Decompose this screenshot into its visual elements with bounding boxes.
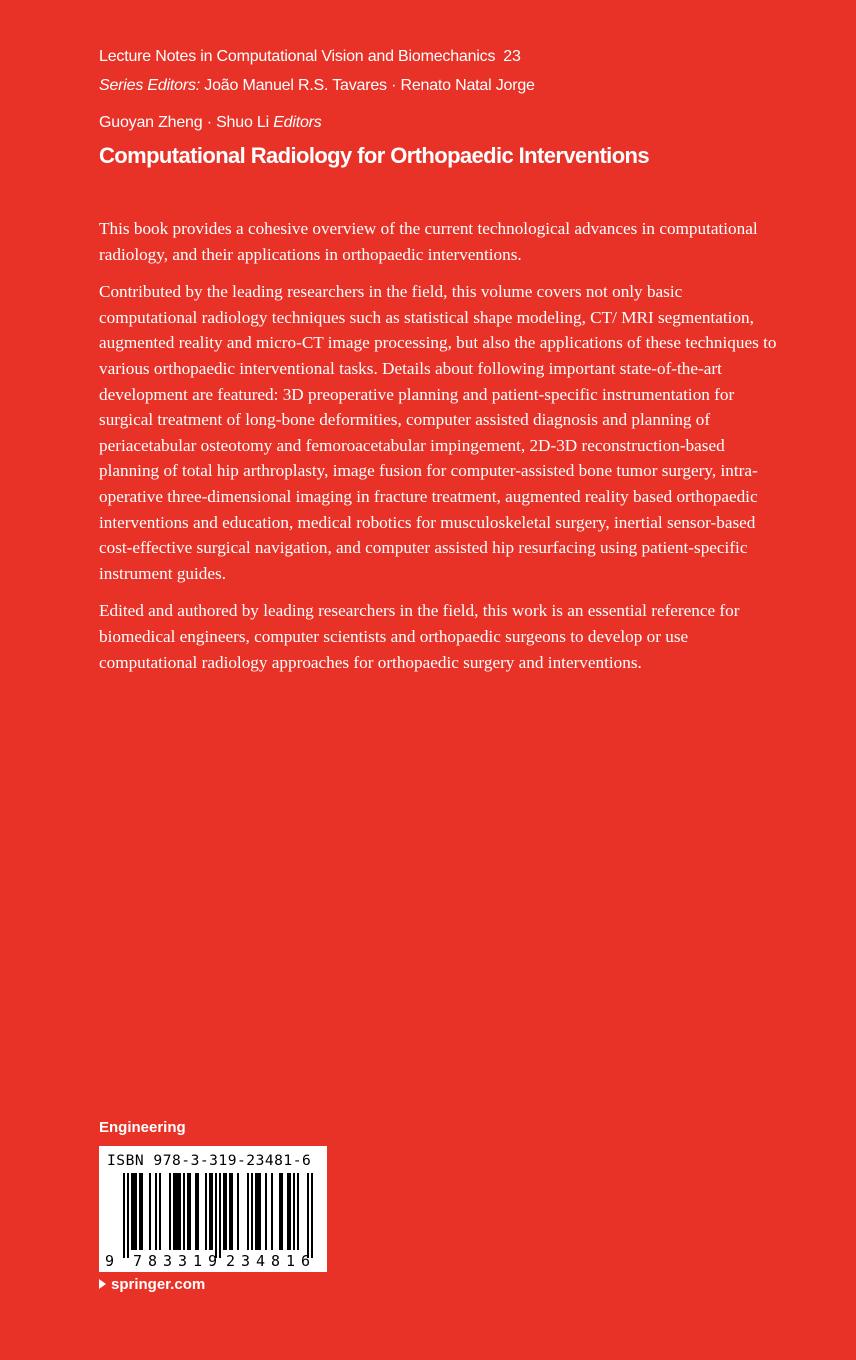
description-paragraph-1: This book provides a cohesive overview of the current technological advances in computational radiology, and their applications in orthopaedic interventions. <box>99 219 758 264</box>
barcode-bar <box>279 1173 281 1250</box>
barcode-bar <box>159 1173 161 1250</box>
barcode-bar <box>281 1173 283 1250</box>
barcode-bar <box>229 1173 231 1250</box>
barcode-bar <box>231 1173 233 1250</box>
barcode-bar <box>257 1173 259 1250</box>
description-paragraph-2: Contributed by the leading researchers in the field, this volume covers not only basic computational radiology techniques such as statistical shape modeling, CT/ MRI segmentation, augmented reality and micro-CT image processing, but also the applications of these techniques to various orthopaedic interventional tasks. Details about following important state-of-the-art development are featured: 3D preoperative planning and patient-specific instrumentation for surgical treatment of long-bone deformities, computer assisted diagnosis and planning of periacetabular osteotomy and femoroacetabular impingement, 2D-3D reconstruction-based planning of total hip arthroplasty, image fusion for computer-assisted bone tumor surgery, intra-operative three-dimensional imaging in fracture treatment, augmented reality based orthopaedic interventions and education, medical robotics for musculoskeletal surgery, inertial sensor-based cost-effective surgical navigation, and computer assisted hip resurfacing using patient-specific instrument guides. <box>99 282 777 583</box>
barcode-bar <box>311 1173 313 1258</box>
barcode-bar <box>211 1173 213 1250</box>
barcode-bar <box>133 1173 135 1250</box>
barcode-bar <box>255 1173 257 1250</box>
barcode-bar <box>215 1173 217 1258</box>
barcode-bar <box>169 1173 171 1250</box>
isbn-barcode <box>99 1146 327 1272</box>
barcode-bar <box>289 1173 291 1250</box>
isbn-label: ISBN 978-3-319-23481-6 <box>107 1152 312 1169</box>
barcode-bar <box>237 1173 239 1250</box>
barcode-bar <box>307 1173 309 1258</box>
barcode-bar <box>187 1173 189 1250</box>
series-editors-line <box>99 77 535 95</box>
series-title: Lecture Notes in Computational Vision and Biomechanics <box>99 48 496 65</box>
barcode-graphic <box>99 1146 327 1272</box>
barcode-bars <box>123 1173 313 1258</box>
barcode-bar <box>189 1173 191 1250</box>
barcode-bar <box>183 1173 185 1250</box>
barcode-bar <box>139 1173 141 1250</box>
book-title: Computational Radiology for Orthopaedic Interventions <box>99 143 650 168</box>
book-editors-line <box>99 114 322 132</box>
barcode-bar <box>259 1173 261 1250</box>
barcode-bar <box>293 1173 295 1250</box>
barcode-bar <box>179 1173 181 1250</box>
barcode-bar <box>209 1173 211 1250</box>
right-triangle-arrow-icon <box>99 1279 106 1289</box>
barcode-bar <box>219 1173 221 1258</box>
barcode-bar <box>225 1173 227 1250</box>
barcode-bar <box>297 1173 299 1250</box>
series-editors-label: Series Editors: <box>99 77 201 94</box>
book-editors: Guoyan Zheng · Shuo Li <box>99 114 269 131</box>
barcode-bar <box>271 1173 273 1250</box>
barcode-bar <box>251 1173 253 1250</box>
barcode-bar <box>123 1173 125 1258</box>
ean-first-digit: 9 <box>105 1252 115 1270</box>
barcode-bar <box>223 1173 225 1250</box>
barcode-bar <box>173 1173 175 1250</box>
barcode-bar <box>205 1173 207 1250</box>
barcode-bar <box>149 1173 151 1250</box>
barcode-bar <box>155 1173 157 1250</box>
barcode-bar <box>287 1173 289 1250</box>
subject-category: Engineering <box>99 1119 186 1136</box>
series-title-line <box>99 48 521 66</box>
barcode-bar <box>195 1173 197 1250</box>
ean-right-group: 234816 <box>226 1252 310 1270</box>
barcode-bar <box>265 1173 267 1250</box>
website-link[interactable] <box>99 1276 205 1293</box>
book-description <box>99 216 781 687</box>
series-volume: 23 <box>503 48 521 65</box>
barcode-bar <box>197 1173 199 1250</box>
barcode-bar <box>141 1173 143 1250</box>
barcode-bar <box>135 1173 137 1250</box>
description-paragraph-3: Edited and authored by leading researchers in the field, this work is an essential reference for biomedical engineers, computer scientists and orthopaedic surgeons to develop or use computational radiology approaches for orthopaedic surgery and interventions. <box>99 601 740 672</box>
ean-left-group: 783319 <box>133 1252 217 1270</box>
barcode-bar <box>177 1173 179 1250</box>
barcode-bar <box>247 1173 249 1250</box>
barcode-bar <box>175 1173 177 1250</box>
book-editors-label: Editors <box>273 114 322 131</box>
series-editors: João Manuel R.S. Tavares · Renato Natal Jorge <box>204 77 535 94</box>
website-url: springer.com <box>111 1276 206 1293</box>
barcode-bar <box>127 1173 129 1258</box>
barcode-bar <box>131 1173 133 1250</box>
